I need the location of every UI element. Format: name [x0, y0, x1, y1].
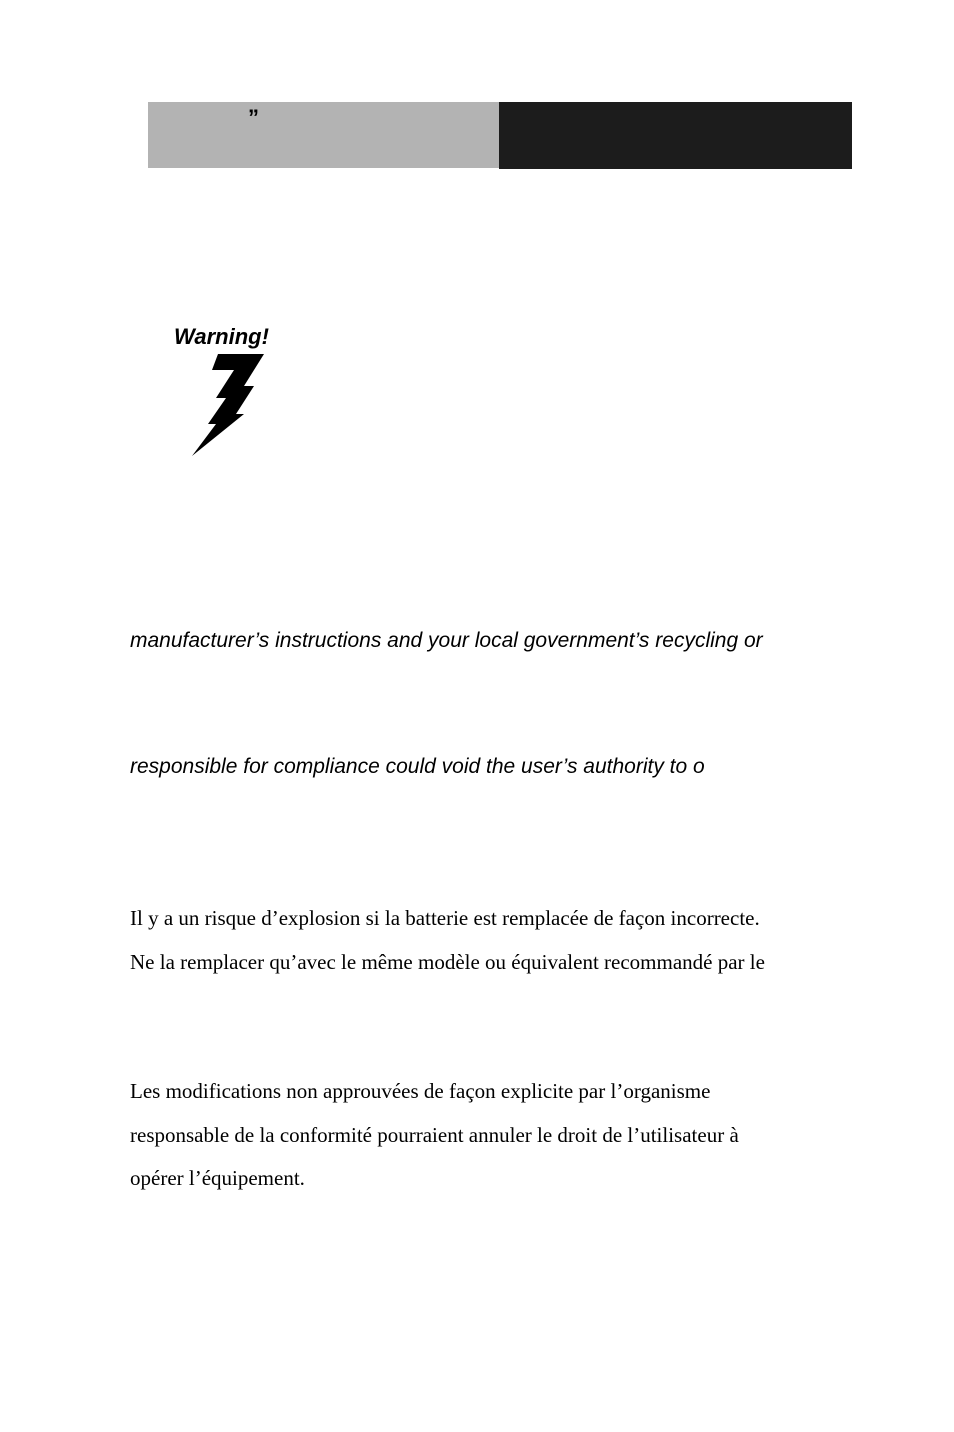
lightning-bolt-icon	[178, 352, 268, 458]
french-modification-line-3: opérer l’équipement.	[130, 1166, 305, 1190]
header-mark: ”	[248, 105, 259, 130]
header-bar-left	[148, 102, 500, 168]
warning-block	[170, 322, 290, 462]
french-modification-line-1: Les modifications non approuvées de façon explicite par l’organisme	[130, 1079, 711, 1103]
french-battery-line-2: Ne la remplacer qu’avec le même modèle ou équivalent recommandé par le	[130, 950, 765, 974]
warning-label: Warning!	[174, 324, 269, 349]
french-battery-line-1: Il y a un risque d’explosion si la batterie est remplacée de façon incorrecte.	[130, 906, 760, 930]
header-bar-right	[499, 102, 852, 169]
french-modification-line-2: responsable de la conformité pourraient annuler le droit de l’utilisateur à	[130, 1123, 739, 1147]
english-text-line-2: responsible for compliance could void the user’s authority to o	[130, 755, 705, 778]
english-text-line-1: manufacturer’s instructions and your local government’s recycling or	[130, 629, 763, 652]
